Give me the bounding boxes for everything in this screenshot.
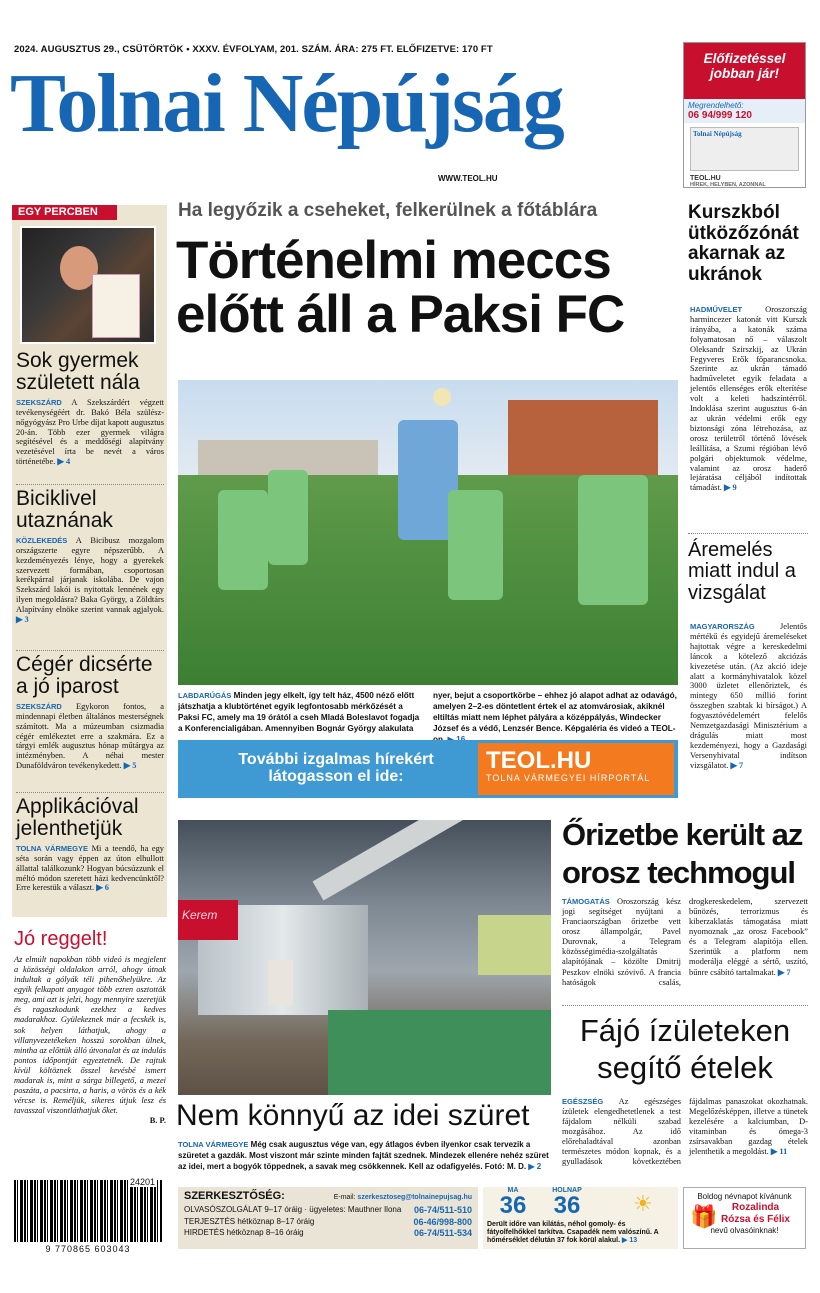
divider — [16, 484, 164, 485]
left-item-text: SZEKSZÁRD A Szekszárdért végzett tevékenységéért dr. Bakó Béla szülész-nőgyógyász Pro Urbe díjat kapott augusztus 20-án. Több ezer gyermek világra segítésével és a meddőségi alapítvány vezetésével írta be nevét a város történetébe. ▶ 4 — [16, 398, 164, 467]
website-label[interactable]: WWW.TEOL.HU — [438, 174, 498, 183]
weather-box — [483, 1187, 678, 1249]
left-item-text: TOLNA VÁRMEGYE Mi a teendő, ha egy séta során vagy éppen az úton elhullott állattal találkozunk? Hogyan búcsúzzunk el méltó módon szeretett házi kedvencünktől? Erre kerestük a választ. ▶ 6 — [16, 844, 164, 893]
techmogul-text: TÁMOGATÁS Oroszország kész jogi segítséget nyújtani a Franciaországban őrizetbe vett orosz állampolgár, Pavel Durovnak, a Telegram közösségimédia-szolgáltatás alapítójának – közölte Dmitrij Peszkov elnöki szóvivő. A francia hatóságok csalás, drogkereskedelem, szervezett bűnözés, terrorizmus és kiberzaklatás támogatása miatt nyomoznak „az orosz Facebook” és a Telegram alapítója ellen. Szerintük a platform nem moderálja eléggé a sértő, uszító, bűnre csábító tartalmakat. ▶ 7 — [562, 897, 808, 987]
promo-text: További izgalmas hírekért látogasson el ide: — [238, 751, 434, 785]
divider — [688, 533, 808, 534]
contact-row: TERJESZTÉS hétköznap 8–17 óráig 06-46/998-800 — [184, 1216, 472, 1227]
mini-newspaper: Tolnai Népújság — [690, 127, 799, 171]
nameday-box — [683, 1187, 806, 1249]
editorial-title: SZERKESZTŐSÉG: — [184, 1190, 285, 1202]
health-text: EGÉSZSÉG Az egészséges ízületek elengedhetetlenek a test fájdalom nélküli szabad mozgásához. Az idő előrehaladtával azonban természetes módon kopnak, és a gyulladások következtében fájdalmas panaszokat okozhatnak. Megelőzésképpen, illetve a tünetek kezelésére a kalciumban, D-vitaminban és ómega-3 zsírsavakban gazdag ételek jelenthetik a megoldást. ▶ 11 — [562, 1097, 808, 1167]
subscription-phone: 06 94/999 120 — [688, 110, 752, 121]
divider — [562, 1005, 808, 1006]
left-item-4[interactable] — [16, 796, 164, 893]
weather-tomorrow: HOLNAP 36 — [552, 1187, 582, 1219]
left-item-2[interactable] — [16, 488, 164, 625]
jo-reggelt-column[interactable] — [14, 928, 166, 1126]
techmogul-headline[interactable]: Őrizetbe került az orosz techmogul — [562, 817, 803, 890]
left-item-text: SZEKSZÁRD Egykoron fontos, a mindennapi életben általános mesterségnek számított. Ma a múzeumban csizmadia cégér emlékeztet erre a szakmára. Ez a tárgyi emlék augusztus hónap műtárgya az intézményben. A néhai mester Dunaföldváron tevékenykedett. ▶ 5 — [16, 702, 164, 771]
left-item-title: Biciklivel utaznának — [16, 487, 113, 533]
nameday-names1: Rozalinda — [731, 1201, 780, 1213]
football-caption: LABDARÚGÁS Minden jegy elkelt, így telt ház, 4500 néző előtt játszhatja a klubtörténet egyik legfontosabb mérkőzését a Paksi FC, amely ma 19 órától a cseh Mladá Boleslavot fogadja a Konferencialigában. Amennyiben Bognár György alakulata nyer, bejut a csoportkörbe – ehhez jó alapot adhat az odavágó, amelyen 2–2-es döntetlent értek el az atomvárosiak, akiknél eltiltás miatt nem léphet pályára a középpályás, Windecker József és a védő, Lenzsér Bence. Képgaléria és videó a TEOL- — [178, 691, 677, 734]
teol-logo-small: TEOL.HU — [690, 175, 721, 182]
lead-headline[interactable]: Történelmi meccs előtt áll a Paksi FC — [176, 231, 625, 345]
doctor-photo — [20, 226, 156, 344]
contact-row: OLVASÓSZOLGÁLAT 9–17 óráig · ügyeletes: Mauthner Ilona 06-74/511-510 — [184, 1205, 472, 1215]
jo-reggelt-author: B. P. — [149, 1116, 166, 1126]
left-item-1[interactable] — [16, 350, 164, 467]
editorial-email[interactable]: szerkesztoseg@tolnainepujsag.hu — [357, 1194, 472, 1201]
issue-number: 24201 — [130, 1177, 156, 1187]
winery-photo — [178, 820, 551, 1095]
winery-sign: Kerem — [182, 908, 218, 922]
nameday-line1: Boldog névnapot kívánunk — [697, 1192, 792, 1201]
teol-logo-sub: TOLNA VÁRMEGYEI HÍRPORTÁL — [486, 773, 651, 783]
gift-icon: 🎁 — [690, 1204, 718, 1229]
editorial-contacts — [178, 1187, 478, 1249]
barcode-number: 9 770865 603043 — [14, 1244, 162, 1254]
nameday-names2: Rózsa és Félix — [721, 1213, 790, 1225]
teol-tagline-small: HÍREK, HELYBEN, AZONNAL — [690, 182, 766, 188]
contact-row: HIRDETÉS hétköznap 8–16 óráig 06-74/511-534 — [184, 1228, 472, 1239]
subscription-label: Megrendelhető: — [688, 101, 744, 110]
masthead-title[interactable]: Tolnai Népújság — [10, 57, 563, 150]
sun-icon: ☀ — [633, 1191, 653, 1216]
football-photo — [178, 380, 678, 685]
weather-today: MA 36 — [499, 1187, 527, 1219]
health-headline[interactable]: Fájó ízületeken segítő ételek — [579, 1013, 791, 1086]
kursk-text: HADMŰVELET Oroszország harmincezer katonát vitt Kurszk irányába, a katonák száma folyamatosan nő – válaszolt Oleksandr Szirszkij, az Ukrán Fegyveres Erők főparancsnoka. Szerinte az ukrán támadó hadműveletet egyik feladata a jelentős ellenséges erők elterítése volt a keleti hadszíntérről. Indoklása szerint augusztus 6-án az ukrán védelmi erők egy biztonsági zóna létrehozása, az orosz területről történő lövések leállítása, a Szumi régióban lévő polgári objektumok védelme, valamint az orosz haderő lejáratása céljából indítottak támadást. ▶ 9 — [690, 305, 807, 493]
divider — [16, 792, 164, 793]
weather-text: Derült időre van kilátás, néhol gomoly- és fátyolfelhőkkel tarkítva. Csapadék nem valószínű. A hőmérséklet délután 37 fok körül alakul. ▶ 13 — [487, 1221, 659, 1245]
subscription-headline: Előfizetéssel jobban jár! — [684, 43, 805, 99]
teol-promo-banner[interactable] — [178, 740, 678, 798]
left-item-title: Cégér dicsérte a jó iparost — [16, 653, 153, 699]
arak-headline[interactable]: Áremelés miatt indul a vizsgálat — [688, 539, 796, 604]
left-item-text: KÖZLEKEDÉS A Bicibusz mozgalom országszerte egyre népszerűbb. A kezdeményezés lénye, hogy a gyerekek szervezett formában, csoportosan kerékpárral járjanak iskolába. De vajon Szekszárd lakói is nyitottak lennének egy ilyen megoldásra? Baka György, a Zöldtárs Alapítvány elnöke szerint vannak agjalyok. ▶ 3 — [16, 536, 165, 624]
jo-reggelt-title: Jó reggelt! — [14, 928, 108, 950]
subscription-ad[interactable] — [683, 42, 806, 188]
jo-reggelt-text: Az elmúlt napokban több videó is megjelent a közösségi oldalakon arról, ahogy útnak indultak a gólyák téli pihenőhelyükre. Az egyik felkapott anyagot több ezren osztották meg, ami azt is jelzi, hogy mennyire szeretjük és ragaszkodunk ezekhez a kedves madarakhoz. Gyülekeznek már a fecskék is, sok helyen láthatjuk, ahogy a villanyvezetékeken hosszú sorokban ülnek, mintha az előttük álló útvonalat és az indulás pontos időpontját egyeztetnék. De rajtuk kívül költöznek ősszel kevésbé ismert madarak is, mint a sárga billegető, a mezei poszáta, a pacsirta, a haris, a vörös és a kék vércse is. Reméljük, sikeres útjuk lesz és tavasszal viszontláthatjuk őket. — [14, 955, 166, 1116]
wine-headline[interactable]: Nem könnyű az idei szüret — [176, 1099, 530, 1132]
egy-percben-tag: EGY PERCBEN — [12, 205, 117, 220]
teol-logo-text: TEOL.HU — [486, 747, 592, 774]
email-label: E-mail: — [333, 1194, 356, 1201]
issue-meta: 2024. AUGUSZTUS 29., CSÜTÖRTÖK • XXXV. ÉVFOLYAM, 201. SZÁM. ÁRA: 275 FT. ELŐFIZETVE: 170 FT — [14, 44, 493, 55]
kursk-headline[interactable]: Kurszkból ütközőzónát akarnak az ukránok — [688, 202, 799, 285]
barcode — [14, 1180, 162, 1242]
left-item-title: Applikációval jelenthetjük — [16, 795, 139, 841]
left-item-title: Sok gyermek született nála — [16, 349, 140, 395]
lead-kicker-headline: Ha legyőzik a cseheket, felkerülnek a főtáblára — [178, 200, 598, 221]
nameday-line2: nevű olvasóinknak! — [710, 1225, 779, 1235]
divider — [16, 650, 164, 651]
arak-text: MAGYARORSZÁG Jelentős mértékű és egyidejű áremeléseket hajtottak végre a kereskedelmi láncok a kötelező akciózás kivezetése után. (Az akció ideje alatt a kormányhivatalok közel 3000 üzletet ellenőriztek, és mintegy 650 millió forint összegben szabtak ki bírságot.) A fogyasztóvédelemért felelős Nemzetgazdasági Minisztérium a drágulás miatt most kezdeményezi, hogy a Gazdasági Versenyhivatal indítson vizsgálatot. ▶ 7 — [690, 622, 807, 770]
wine-text: TOLNA VÁRMEGYE Még csak augusztus vége van, egy átlagos évben ilyenkor csak tervezik a szüretet a gazdák. Most viszont már szinte minden fajtát szednek. Mindezek ellenére nehéz szüret az idei, mert a bogyók töppednek, a savak meg csökkennek. Kell az odafigyelés. Fotó: M. D. ▶ 2 — [178, 1140, 549, 1171]
subscription-info — [684, 99, 805, 123]
left-item-3[interactable] — [16, 654, 164, 771]
teol-logo[interactable] — [478, 743, 674, 795]
